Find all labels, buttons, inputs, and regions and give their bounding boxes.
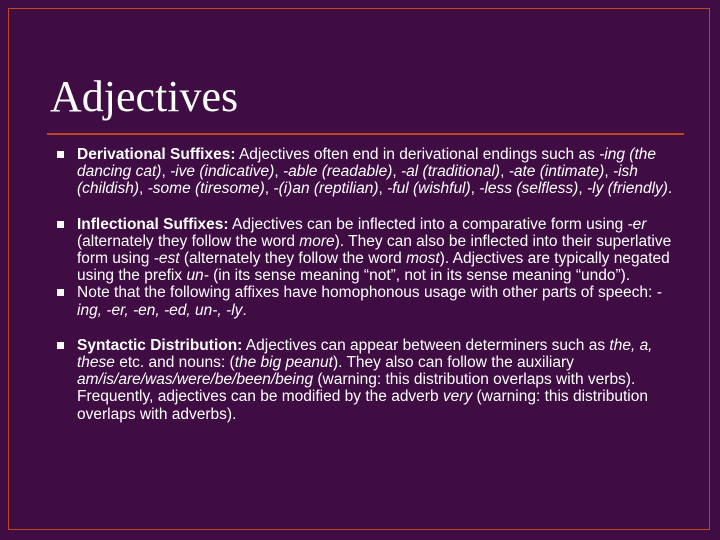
slide-title: Adjectives bbox=[50, 72, 239, 121]
text-run: , bbox=[392, 163, 401, 181]
text-run: Note that the following affixes have homophonous usage with other parts of speech: bbox=[77, 284, 657, 302]
bullet-item-derivational bbox=[52, 146, 682, 198]
text-run: , bbox=[139, 180, 148, 198]
text-run: , bbox=[578, 180, 587, 198]
text-run: (alternately they follow the word bbox=[77, 232, 300, 250]
italic-run: -ish (childish) bbox=[77, 163, 638, 198]
italic-run: very bbox=[442, 388, 473, 406]
italic-run: un- bbox=[186, 267, 209, 285]
italic-run: more bbox=[299, 232, 335, 250]
italic-run: -ive (indicative) bbox=[170, 163, 275, 181]
text-run: ). They also can follow the auxiliary bbox=[332, 354, 574, 372]
bullet-text bbox=[77, 284, 662, 318]
bullet-list bbox=[52, 146, 682, 423]
square-bullet-icon bbox=[57, 289, 64, 296]
text-run: Adjectives often end in derivational endings such as bbox=[235, 146, 600, 163]
italic-run: -ful (wishful) bbox=[387, 180, 471, 198]
italic-run: the, a, these bbox=[77, 336, 653, 372]
square-bullet-icon bbox=[57, 342, 64, 349]
text-run: , bbox=[470, 180, 480, 198]
bullet-text bbox=[77, 146, 672, 197]
italic-run: -able (readable) bbox=[282, 163, 393, 181]
text-run: Adjectives can be inflected into a comparative form using bbox=[228, 215, 628, 233]
bullet-item-inflectional bbox=[52, 216, 682, 285]
text-run: ). They can also be inflected into their superlative form using bbox=[77, 232, 672, 268]
text-run: (warning: this distribution overlaps with adverbs). bbox=[77, 388, 648, 423]
text-run: (alternately they follow the word bbox=[179, 250, 407, 268]
italic-run: -ing, -er, -en, -ed, un-, -ly bbox=[77, 284, 662, 319]
italic-run: -ly (friendly) bbox=[586, 180, 668, 198]
bullet-text bbox=[77, 216, 671, 285]
bold-run: Inflectional Suffixes: bbox=[77, 215, 229, 233]
italic-run: -est bbox=[153, 250, 180, 268]
italic-run: most bbox=[406, 250, 440, 268]
text-run: , bbox=[604, 163, 613, 181]
bold-run: Derivational Suffixes: bbox=[77, 146, 236, 163]
text-run: (in its sense meaning “not”, not in its sense meaning “undo”). bbox=[208, 267, 631, 285]
bullet-text bbox=[77, 337, 653, 423]
italic-run: -al (traditional) bbox=[401, 163, 501, 181]
title-divider bbox=[47, 133, 684, 135]
italic-run: -er bbox=[627, 215, 647, 233]
square-bullet-icon bbox=[57, 221, 64, 228]
square-bullet-icon bbox=[57, 151, 64, 158]
italic-run: am/is/are/was/were/be/been/being bbox=[77, 371, 314, 389]
text-run: (warning: this distribution overlaps with verbs). Frequently, adjectives can be modified by the adverb bbox=[77, 371, 636, 406]
text-run: . bbox=[667, 180, 673, 198]
text-run: , bbox=[378, 180, 388, 198]
italic-run: the big peanut bbox=[234, 354, 333, 372]
bullet-item-homophonous bbox=[52, 284, 682, 318]
bullet-item-syntactic bbox=[52, 337, 682, 423]
text-run: , bbox=[264, 180, 274, 198]
italic-run: -(i)an (reptilian) bbox=[273, 180, 379, 198]
text-run: , bbox=[500, 163, 509, 181]
text-run: ). Adjectives are typically negated using the prefix bbox=[77, 250, 670, 285]
text-run: , bbox=[274, 163, 283, 181]
text-run: . bbox=[242, 301, 247, 319]
italic-run: -some (tiresome) bbox=[147, 180, 265, 198]
text-run: Adjectives can appear between determiners such as bbox=[242, 336, 610, 354]
italic-run: -less (selfless) bbox=[479, 180, 579, 198]
italic-run: -ing (the dancing cat) bbox=[77, 146, 656, 181]
bold-run: Syntactic Distribution: bbox=[77, 336, 243, 354]
italic-run: -ate (intimate) bbox=[508, 163, 605, 181]
text-run: , bbox=[161, 163, 171, 181]
text-run: etc. and nouns: ( bbox=[114, 354, 235, 372]
